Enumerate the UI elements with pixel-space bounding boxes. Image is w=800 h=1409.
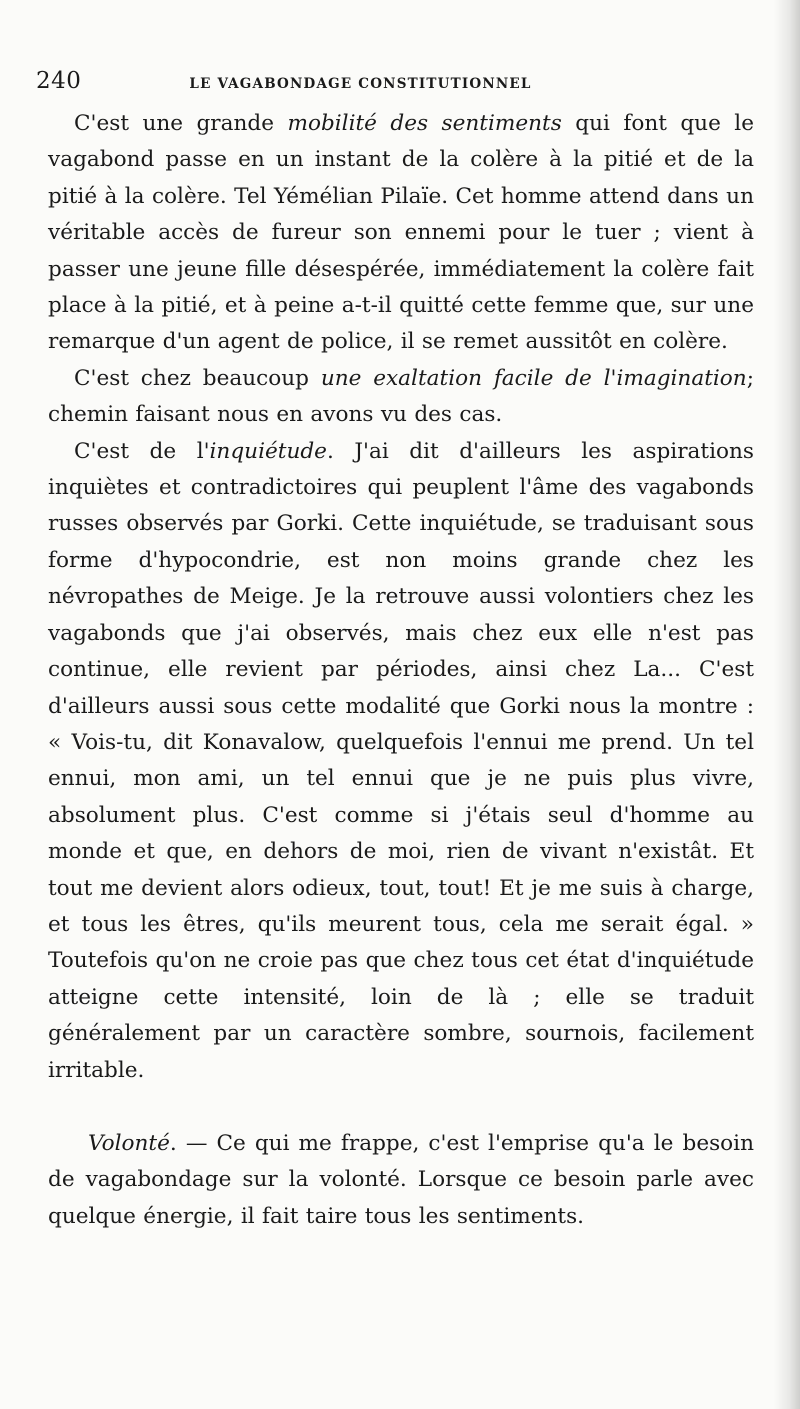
paragraph-text: C'est une grande [74,111,288,136]
emphasis-text: mobilité des sentiments [287,111,562,136]
paragraph-text: qui font que le vagabond passe en un instant de la colère à la pitié et de la pitié à la colère. Tel Yémélian Pilaïe. Cet homme attend dans un véritable accès de fureur son ennemi pour le tuer ; vient à passer une jeune fille désespérée, immédiatement la colère fait place à la pitié, et à peine a-t-il quitté cette femme que, sur une remarque d'un agent de police, il se remet aussitôt en colère. [48,111,754,355]
body-text [48,106,754,1235]
paragraph-exaltation [48,361,754,434]
paragraph-mobilite [48,106,754,361]
page-header [36,68,756,100]
emphasis-text: une exaltation facile de l'imagination [320,365,747,391]
paragraph-inquietude [48,434,754,1089]
running-head: LE VAGABONDAGE CONSTITUTIONNEL [189,76,532,92]
emphasis-text: inquiétude [209,438,327,464]
emphasis-text: Volonté [88,1130,170,1156]
page-number: 240 [36,68,82,94]
page-gutter-shadow [774,0,800,1409]
paragraph-text: ; chemin faisant nous en avons vu des cas. [48,365,754,428]
paragraph-text: . J'ai dit d'ailleurs les aspirations inquiètes et contradictoires qui peuplent l'âme des vagabonds russes observés par Gorki. Cette inquiétude, se traduisant sous forme d'hypocondrie, est non moins grande chez les névropathes de Meige. Je la retrouve aussi volontiers chez les vagabonds que j'ai observés, mais chez eux elle n'est pas continue, elle revient par périodes, ainsi chez La... C'est d'ailleurs aussi sous cette modalité que Gorki nous la montre : « Vois-tu, dit Konavalow, quelquefois l'ennui me prend. Un tel ennui, mon ami, un tel ennui que je ne puis plus vivre, absolument plus. C'est comme si j'étais seul d'homme au monde et que, en dehors de moi, rien de vivant n'existât. Et tout me devient alors odieux, tout, tout! Et je me suis à charge, et tous les êtres, qu'ils meurent tous, cela me serait égal. » Toutefois qu'on ne croie pas que chez tous cet état d'inquiétude atteigne cette intensité, loin de là ; elle se traduit généralement par un caractère sombre, sournois, facilement irritable. [48,438,754,1083]
paragraph-text: . — Ce qui me frappe, c'est l'emprise qu'a le besoin de vagabondage sur la volonté. Lorsque ce besoin parle avec quelque énergie, il fait taire tous les sentiments. [48,1130,754,1229]
paragraph-text: C'est de l' [74,438,210,464]
paragraph-text: C'est chez beaucoup [74,365,321,391]
paragraph-volonte [48,1126,754,1235]
